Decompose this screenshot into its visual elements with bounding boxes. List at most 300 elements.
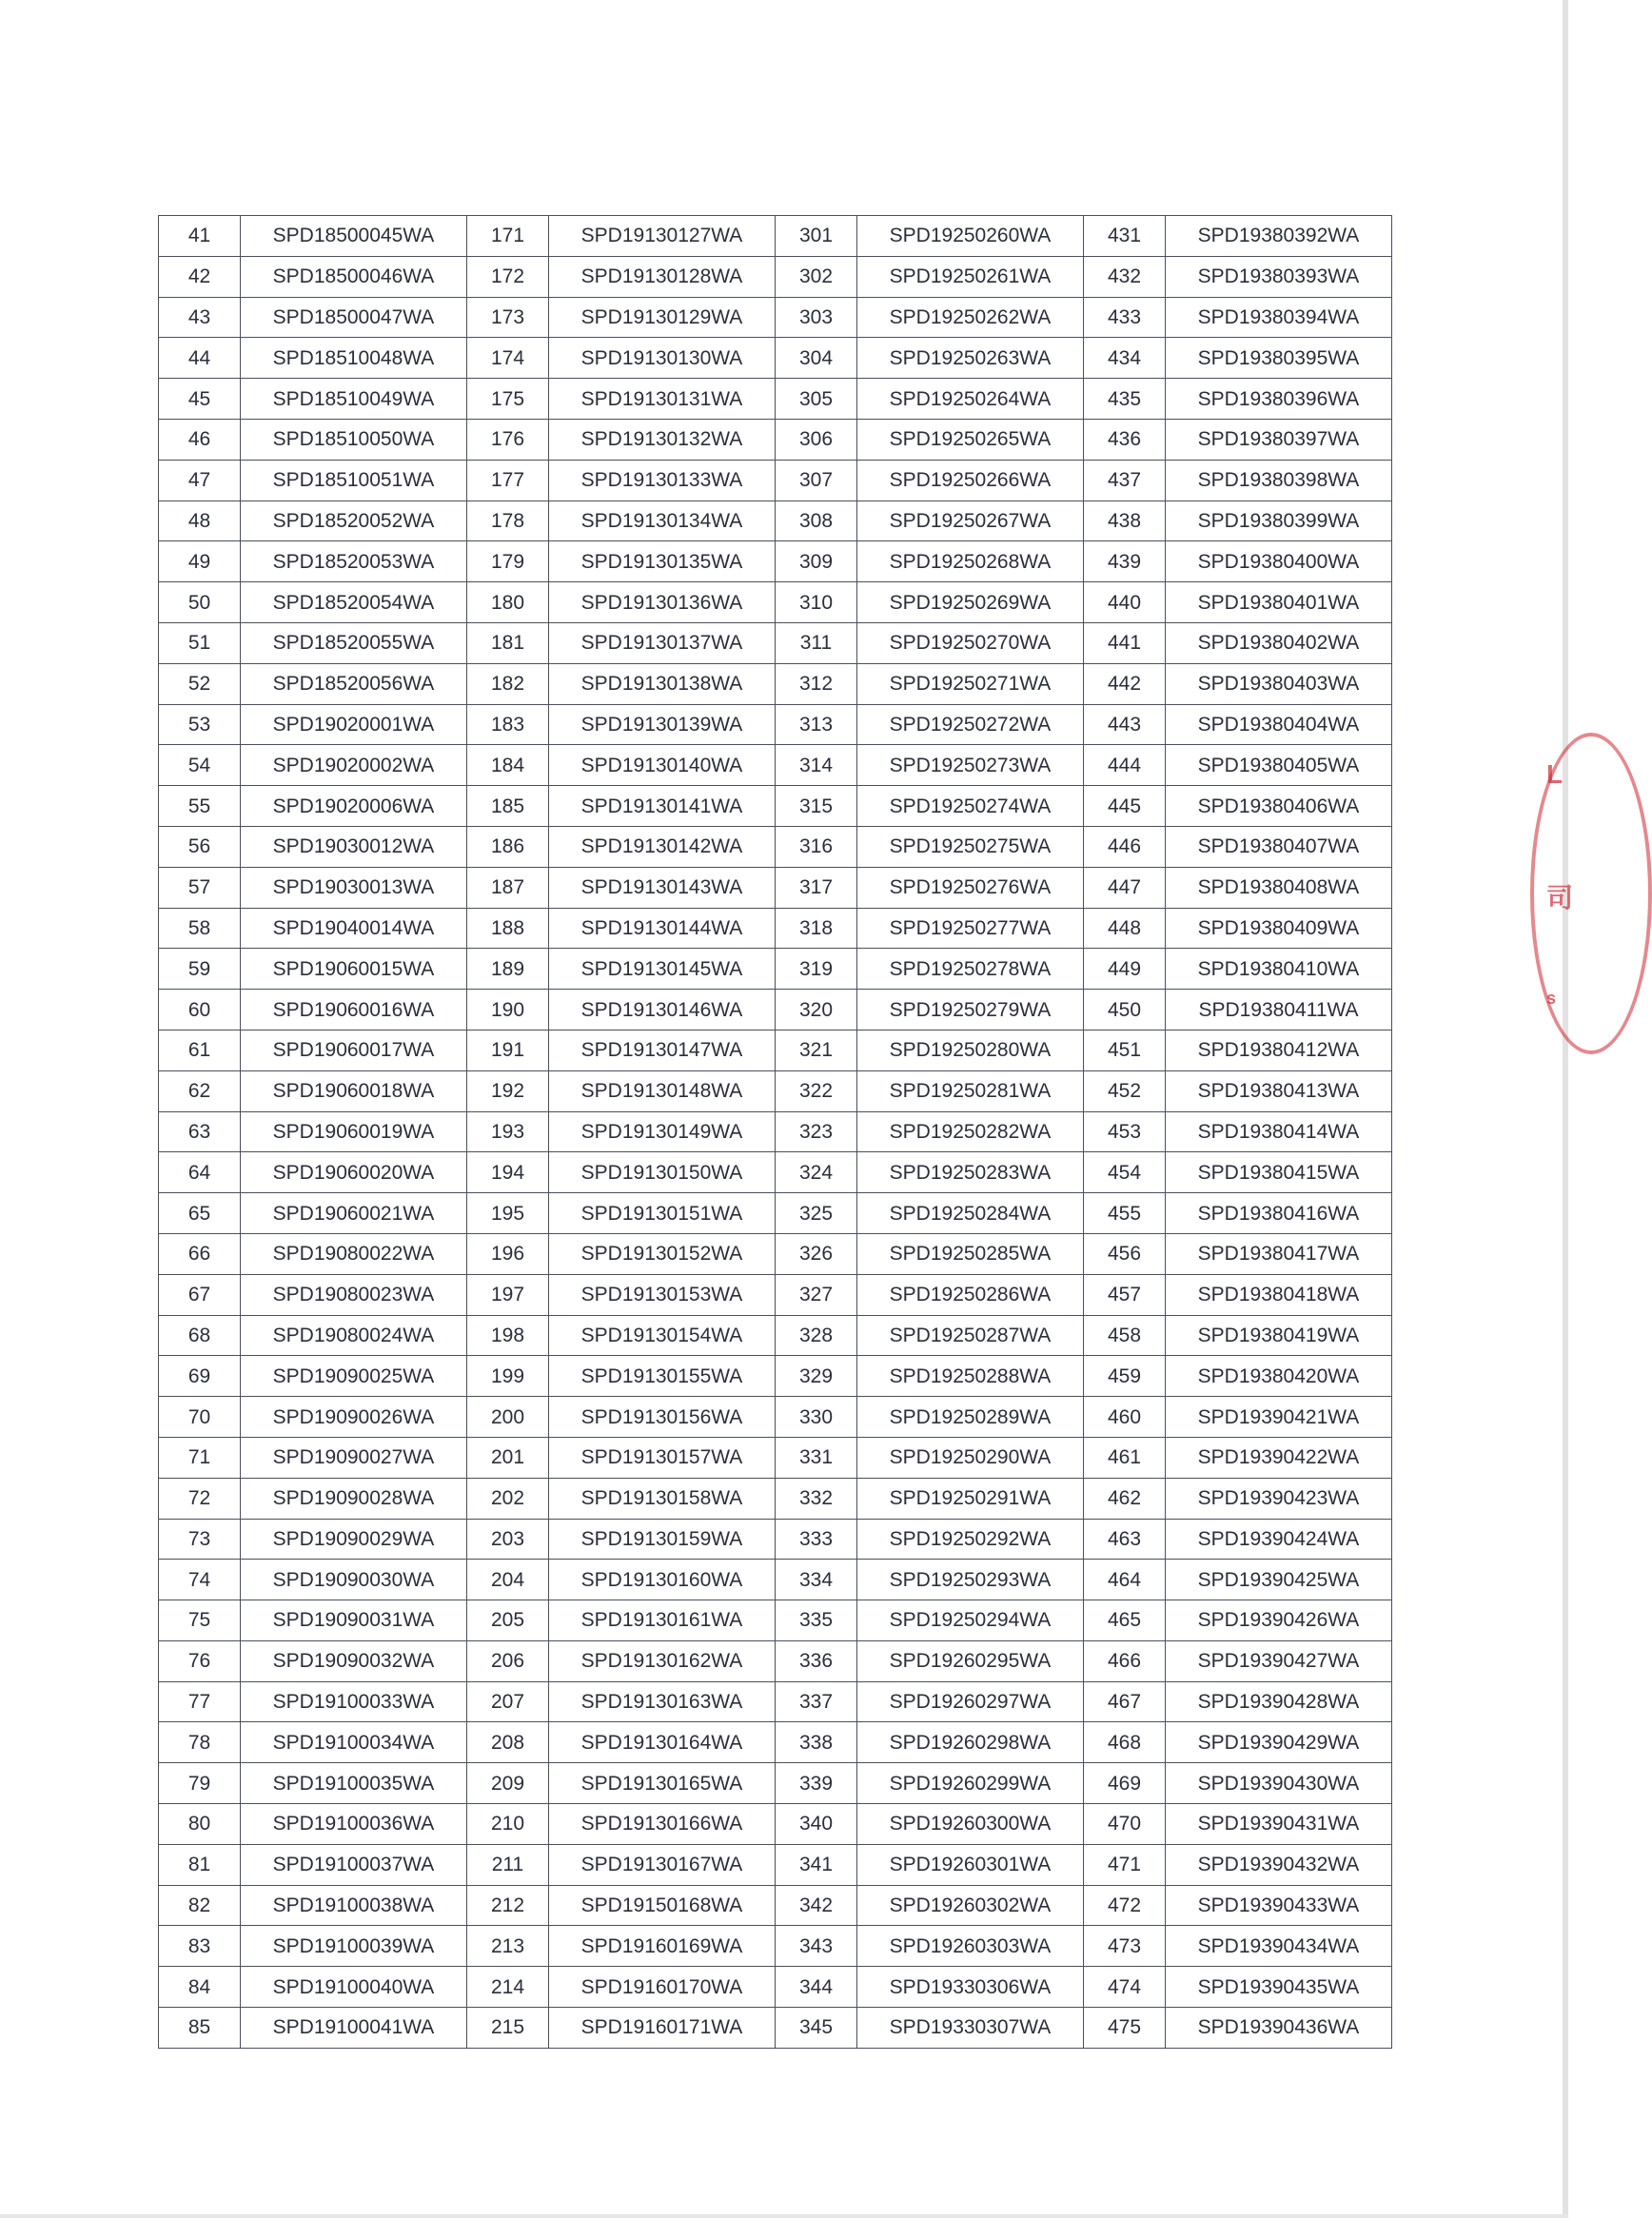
- row-number-cell: 449: [1084, 949, 1166, 990]
- serial-code-cell: SPD19130160WA: [549, 1560, 776, 1600]
- serial-code-cell: SPD19130142WA: [549, 826, 776, 867]
- row-number-cell: 68: [159, 1315, 241, 1356]
- row-number-cell: 308: [776, 501, 857, 541]
- serial-code-cell: SPD19380395WA: [1166, 338, 1392, 379]
- row-number-cell: 73: [159, 1519, 241, 1560]
- serial-code-cell: SPD19100039WA: [241, 1926, 467, 1967]
- serial-code-cell: SPD19390421WA: [1166, 1397, 1392, 1438]
- row-number-cell: 48: [159, 501, 241, 541]
- row-number-cell: 466: [1084, 1640, 1166, 1681]
- row-number-cell: 344: [776, 1967, 857, 2008]
- serial-code-cell: SPD19090028WA: [241, 1478, 467, 1519]
- row-number-cell: 462: [1084, 1478, 1166, 1519]
- row-number-cell: 207: [467, 1681, 549, 1722]
- row-number-cell: 436: [1084, 419, 1166, 460]
- serial-code-cell: SPD19250286WA: [857, 1274, 1084, 1315]
- serial-code-cell: SPD19380406WA: [1166, 786, 1392, 827]
- row-number-cell: 172: [467, 256, 549, 297]
- serial-code-cell: SPD19250285WA: [857, 1233, 1084, 1274]
- row-number-cell: 438: [1084, 501, 1166, 541]
- serial-code-cell: SPD19390427WA: [1166, 1640, 1392, 1681]
- table-row: [159, 1600, 1392, 1641]
- row-number-cell: 83: [159, 1926, 241, 1967]
- serial-code-cell: SPD19130137WA: [549, 622, 776, 663]
- serial-code-cell: SPD19130163WA: [549, 1681, 776, 1722]
- serial-code-cell: SPD19250264WA: [857, 379, 1084, 420]
- row-number-cell: 63: [159, 1111, 241, 1152]
- row-number-cell: 41: [159, 216, 241, 257]
- row-number-cell: 319: [776, 949, 857, 990]
- row-number-cell: 210: [467, 1804, 549, 1845]
- serial-code-cell: SPD19160169WA: [549, 1926, 776, 1967]
- table-row: [159, 256, 1392, 297]
- row-number-cell: 204: [467, 1560, 549, 1600]
- row-number-cell: 85: [159, 2008, 241, 2049]
- serial-code-cell: SPD19250278WA: [857, 949, 1084, 990]
- serial-code-cell: SPD19380418WA: [1166, 1274, 1392, 1315]
- serial-code-cell: SPD19380396WA: [1166, 379, 1392, 420]
- serial-code-cell: SPD18520053WA: [241, 541, 467, 582]
- row-number-cell: 69: [159, 1356, 241, 1397]
- serial-code-cell: SPD18520056WA: [241, 663, 467, 704]
- serial-code-cell: SPD19250262WA: [857, 297, 1084, 338]
- serial-code-cell: SPD19390425WA: [1166, 1560, 1392, 1600]
- serial-code-cell: SPD19380402WA: [1166, 622, 1392, 663]
- row-number-cell: 82: [159, 1885, 241, 1926]
- serial-code-cell: SPD19390426WA: [1166, 1600, 1392, 1641]
- row-number-cell: 199: [467, 1356, 549, 1397]
- row-number-cell: 443: [1084, 704, 1166, 745]
- serial-code-cell: SPD19130165WA: [549, 1763, 776, 1804]
- serial-code-cell: SPD19250292WA: [857, 1519, 1084, 1560]
- serial-code-cell: SPD19130161WA: [549, 1600, 776, 1641]
- serial-code-cell: SPD19380400WA: [1166, 541, 1392, 582]
- serial-code-cell: SPD19060020WA: [241, 1152, 467, 1193]
- serial-code-cell: SPD19380404WA: [1166, 704, 1392, 745]
- table-row: [159, 1926, 1392, 1967]
- row-number-cell: 57: [159, 867, 241, 908]
- row-number-cell: 80: [159, 1804, 241, 1845]
- row-number-cell: 171: [467, 216, 549, 257]
- serial-code-cell: SPD19160170WA: [549, 1967, 776, 2008]
- row-number-cell: 44: [159, 338, 241, 379]
- row-number-cell: 321: [776, 1030, 857, 1070]
- table-row: [159, 1111, 1392, 1152]
- serial-code-cell: SPD19130131WA: [549, 379, 776, 420]
- serial-code-cell: SPD19090030WA: [241, 1560, 467, 1600]
- row-number-cell: 64: [159, 1152, 241, 1193]
- serial-code-cell: SPD19130144WA: [549, 908, 776, 949]
- row-number-cell: 467: [1084, 1681, 1166, 1722]
- serial-code-cell: SPD19060015WA: [241, 949, 467, 990]
- row-number-cell: 45: [159, 379, 241, 420]
- serial-code-cell: SPD19380401WA: [1166, 582, 1392, 623]
- serial-code-cell: SPD19130128WA: [549, 256, 776, 297]
- row-number-cell: 56: [159, 826, 241, 867]
- row-number-cell: 194: [467, 1152, 549, 1193]
- serial-code-cell: SPD19130148WA: [549, 1070, 776, 1111]
- serial-code-cell: SPD19260299WA: [857, 1763, 1084, 1804]
- serial-code-cell: SPD19380411WA: [1166, 990, 1392, 1030]
- row-number-cell: 47: [159, 460, 241, 501]
- serial-code-cell: SPD19250261WA: [857, 256, 1084, 297]
- serial-code-cell: SPD19250263WA: [857, 338, 1084, 379]
- serial-code-cell: SPD19380416WA: [1166, 1193, 1392, 1234]
- serial-code-cell: SPD19090027WA: [241, 1437, 467, 1478]
- table-row: [159, 826, 1392, 867]
- serial-code-cell: SPD19250266WA: [857, 460, 1084, 501]
- serial-code-cell: SPD19060016WA: [241, 990, 467, 1030]
- serial-code-cell: SPD19390435WA: [1166, 1967, 1392, 2008]
- row-number-cell: 50: [159, 582, 241, 623]
- row-number-cell: 316: [776, 826, 857, 867]
- row-number-cell: 471: [1084, 1844, 1166, 1885]
- row-number-cell: 184: [467, 745, 549, 786]
- serial-code-cell: SPD19130155WA: [549, 1356, 776, 1397]
- table-row: [159, 582, 1392, 623]
- serial-code-cell: SPD19390423WA: [1166, 1478, 1392, 1519]
- row-number-cell: 326: [776, 1233, 857, 1274]
- serial-code-cell: SPD19130152WA: [549, 1233, 776, 1274]
- row-number-cell: 468: [1084, 1722, 1166, 1763]
- serial-code-cell: SPD19130147WA: [549, 1030, 776, 1070]
- row-number-cell: 200: [467, 1397, 549, 1438]
- row-number-cell: 215: [467, 2008, 549, 2049]
- row-number-cell: 323: [776, 1111, 857, 1152]
- row-number-cell: 455: [1084, 1193, 1166, 1234]
- table-row: [159, 541, 1392, 582]
- row-number-cell: 324: [776, 1152, 857, 1193]
- row-number-cell: 336: [776, 1640, 857, 1681]
- row-number-cell: 445: [1084, 786, 1166, 827]
- serial-code-cell: SPD19250284WA: [857, 1193, 1084, 1234]
- serial-code-cell: SPD18520052WA: [241, 501, 467, 541]
- serial-code-cell: SPD19390422WA: [1166, 1437, 1392, 1478]
- row-number-cell: 182: [467, 663, 549, 704]
- serial-code-cell: SPD19250265WA: [857, 419, 1084, 460]
- row-number-cell: 72: [159, 1478, 241, 1519]
- row-number-cell: 331: [776, 1437, 857, 1478]
- serial-code-cell: SPD19100035WA: [241, 1763, 467, 1804]
- serial-code-cell: SPD19380415WA: [1166, 1152, 1392, 1193]
- row-number-cell: 332: [776, 1478, 857, 1519]
- row-number-cell: 461: [1084, 1437, 1166, 1478]
- row-number-cell: 456: [1084, 1233, 1166, 1274]
- serial-code-cell: SPD19090026WA: [241, 1397, 467, 1438]
- row-number-cell: 66: [159, 1233, 241, 1274]
- serial-code-cell: SPD18500047WA: [241, 297, 467, 338]
- serial-code-cell: SPD19130156WA: [549, 1397, 776, 1438]
- serial-code-cell: SPD19250280WA: [857, 1030, 1084, 1070]
- row-number-cell: 58: [159, 908, 241, 949]
- row-number-cell: 214: [467, 1967, 549, 2008]
- row-number-cell: 191: [467, 1030, 549, 1070]
- serial-code-cell: SPD19380399WA: [1166, 501, 1392, 541]
- serial-code-cell: SPD19380412WA: [1166, 1030, 1392, 1070]
- row-number-cell: 81: [159, 1844, 241, 1885]
- row-number-cell: 187: [467, 867, 549, 908]
- serial-code-cell: SPD18510050WA: [241, 419, 467, 460]
- serial-code-cell: SPD19130132WA: [549, 419, 776, 460]
- serial-code-cell: SPD19380408WA: [1166, 867, 1392, 908]
- row-number-cell: 328: [776, 1315, 857, 1356]
- serial-code-cell: SPD19130149WA: [549, 1111, 776, 1152]
- row-number-cell: 333: [776, 1519, 857, 1560]
- row-number-cell: 431: [1084, 216, 1166, 257]
- serial-code-cell: SPD19260302WA: [857, 1885, 1084, 1926]
- serial-code-cell: SPD19040014WA: [241, 908, 467, 949]
- serial-code-cell: SPD19380417WA: [1166, 1233, 1392, 1274]
- row-number-cell: 465: [1084, 1600, 1166, 1641]
- serial-code-cell: SPD19380409WA: [1166, 908, 1392, 949]
- table-row: [159, 216, 1392, 257]
- row-number-cell: 309: [776, 541, 857, 582]
- serial-code-cell: SPD19130151WA: [549, 1193, 776, 1234]
- row-number-cell: 330: [776, 1397, 857, 1438]
- row-number-cell: 198: [467, 1315, 549, 1356]
- serial-code-cell: SPD19250268WA: [857, 541, 1084, 582]
- row-number-cell: 54: [159, 745, 241, 786]
- row-number-cell: 55: [159, 786, 241, 827]
- serial-code-cell: SPD19060021WA: [241, 1193, 467, 1234]
- row-number-cell: 442: [1084, 663, 1166, 704]
- serial-code-cell: SPD19100033WA: [241, 1681, 467, 1722]
- row-number-cell: 203: [467, 1519, 549, 1560]
- row-number-cell: 77: [159, 1681, 241, 1722]
- row-number-cell: 304: [776, 338, 857, 379]
- serial-code-cell: SPD19260295WA: [857, 1640, 1084, 1681]
- serial-code-cell: SPD19130157WA: [549, 1437, 776, 1478]
- row-number-cell: 205: [467, 1600, 549, 1641]
- serial-code-cell: SPD19130139WA: [549, 704, 776, 745]
- row-number-cell: 457: [1084, 1274, 1166, 1315]
- serial-code-cell: SPD19030012WA: [241, 826, 467, 867]
- row-number-cell: 470: [1084, 1804, 1166, 1845]
- row-number-cell: 463: [1084, 1519, 1166, 1560]
- row-number-cell: 202: [467, 1478, 549, 1519]
- table-row: [159, 1763, 1392, 1804]
- row-number-cell: 201: [467, 1437, 549, 1478]
- row-number-cell: 183: [467, 704, 549, 745]
- serial-code-cell: SPD18520054WA: [241, 582, 467, 623]
- serial-code-cell: SPD19130134WA: [549, 501, 776, 541]
- serial-code-cell: SPD19380410WA: [1166, 949, 1392, 990]
- table-row: [159, 1437, 1392, 1478]
- serial-code-cell: SPD19250260WA: [857, 216, 1084, 257]
- table-row: [159, 1640, 1392, 1681]
- table-row: [159, 1681, 1392, 1722]
- serial-code-cell: SPD19130154WA: [549, 1315, 776, 1356]
- serial-code-cell: SPD19020006WA: [241, 786, 467, 827]
- row-number-cell: 84: [159, 1967, 241, 2008]
- serial-code-cell: SPD18500045WA: [241, 216, 467, 257]
- serial-code-cell: SPD19380414WA: [1166, 1111, 1392, 1152]
- serial-code-cell: SPD19250293WA: [857, 1560, 1084, 1600]
- row-number-cell: 339: [776, 1763, 857, 1804]
- serial-code-cell: SPD19130166WA: [549, 1804, 776, 1845]
- row-number-cell: 452: [1084, 1070, 1166, 1111]
- serial-code-cell: SPD19130138WA: [549, 663, 776, 704]
- table-row: [159, 1560, 1392, 1600]
- row-number-cell: 188: [467, 908, 549, 949]
- row-number-cell: 74: [159, 1560, 241, 1600]
- serial-code-cell: SPD18510051WA: [241, 460, 467, 501]
- serial-code-cell: SPD19100038WA: [241, 1885, 467, 1926]
- serial-code-cell: SPD19130133WA: [549, 460, 776, 501]
- row-number-cell: 475: [1084, 2008, 1166, 2049]
- serial-code-cell: SPD19380392WA: [1166, 216, 1392, 257]
- serial-code-cell: SPD19130159WA: [549, 1519, 776, 1560]
- row-number-cell: 177: [467, 460, 549, 501]
- row-number-cell: 180: [467, 582, 549, 623]
- row-number-cell: 472: [1084, 1885, 1166, 1926]
- serial-code-cell: SPD19380413WA: [1166, 1070, 1392, 1111]
- serial-code-cell: SPD19250279WA: [857, 990, 1084, 1030]
- row-number-cell: 75: [159, 1600, 241, 1641]
- row-number-cell: 317: [776, 867, 857, 908]
- serial-code-cell: SPD19250281WA: [857, 1070, 1084, 1111]
- row-number-cell: 320: [776, 990, 857, 1030]
- row-number-cell: 342: [776, 1885, 857, 1926]
- row-number-cell: 76: [159, 1640, 241, 1681]
- row-number-cell: 464: [1084, 1560, 1166, 1600]
- table-row: [159, 1193, 1392, 1234]
- table-row: [159, 663, 1392, 704]
- serial-code-cell: SPD19250269WA: [857, 582, 1084, 623]
- serial-code-cell: SPD19060019WA: [241, 1111, 467, 1152]
- row-number-cell: 79: [159, 1763, 241, 1804]
- serial-code-cell: SPD19130140WA: [549, 745, 776, 786]
- row-number-cell: 303: [776, 297, 857, 338]
- row-number-cell: 458: [1084, 1315, 1166, 1356]
- row-number-cell: 213: [467, 1926, 549, 1967]
- serial-code-cell: SPD19130143WA: [549, 867, 776, 908]
- serial-code-cell: SPD19080024WA: [241, 1315, 467, 1356]
- row-number-cell: 42: [159, 256, 241, 297]
- serial-code-cell: SPD19100037WA: [241, 1844, 467, 1885]
- serial-code-cell: SPD19390424WA: [1166, 1519, 1392, 1560]
- serial-code-cell: SPD19090029WA: [241, 1519, 467, 1560]
- serial-code-cell: SPD19250271WA: [857, 663, 1084, 704]
- serial-code-cell: SPD19330306WA: [857, 1967, 1084, 2008]
- serial-code-cell: SPD19250267WA: [857, 501, 1084, 541]
- row-number-cell: 310: [776, 582, 857, 623]
- serial-code-cell: SPD18510048WA: [241, 338, 467, 379]
- row-number-cell: 318: [776, 908, 857, 949]
- table-row: [159, 867, 1392, 908]
- row-number-cell: 176: [467, 419, 549, 460]
- table-row: [159, 704, 1392, 745]
- serial-code-cell: SPD19090031WA: [241, 1600, 467, 1641]
- serial-code-cell: SPD19100041WA: [241, 2008, 467, 2049]
- seal-fragment: L: [1546, 759, 1564, 789]
- row-number-cell: 179: [467, 541, 549, 582]
- table-row: [159, 1885, 1392, 1926]
- row-number-cell: 314: [776, 745, 857, 786]
- serial-code-cell: SPD19380403WA: [1166, 663, 1392, 704]
- row-number-cell: 441: [1084, 622, 1166, 663]
- serial-code-cell: SPD18500046WA: [241, 256, 467, 297]
- serial-code-cell: SPD19130164WA: [549, 1722, 776, 1763]
- serial-code-cell: SPD19380405WA: [1166, 745, 1392, 786]
- row-number-cell: 306: [776, 419, 857, 460]
- serial-code-cell: SPD19100040WA: [241, 1967, 467, 2008]
- row-number-cell: 186: [467, 826, 549, 867]
- serial-code-cell: SPD19260303WA: [857, 1926, 1084, 1967]
- row-number-cell: 209: [467, 1763, 549, 1804]
- serial-code-cell: SPD19390430WA: [1166, 1763, 1392, 1804]
- scan-edge-right: [1563, 0, 1568, 2218]
- serial-code-cell: SPD19250287WA: [857, 1315, 1084, 1356]
- table-row: [159, 908, 1392, 949]
- row-number-cell: 313: [776, 704, 857, 745]
- row-number-cell: 341: [776, 1844, 857, 1885]
- serial-code-cell: SPD19020001WA: [241, 704, 467, 745]
- row-number-cell: 302: [776, 256, 857, 297]
- table-row: [159, 460, 1392, 501]
- row-number-cell: 197: [467, 1274, 549, 1315]
- serial-code-cell: SPD19250272WA: [857, 704, 1084, 745]
- table-row: [159, 1233, 1392, 1274]
- serial-code-cell: SPD19130153WA: [549, 1274, 776, 1315]
- row-number-cell: 59: [159, 949, 241, 990]
- serial-code-cell: SPD19250276WA: [857, 867, 1084, 908]
- serial-code-cell: SPD19060018WA: [241, 1070, 467, 1111]
- row-number-cell: 181: [467, 622, 549, 663]
- row-number-cell: 434: [1084, 338, 1166, 379]
- row-number-cell: 212: [467, 1885, 549, 1926]
- table-row: [159, 338, 1392, 379]
- row-number-cell: 447: [1084, 867, 1166, 908]
- row-number-cell: 311: [776, 622, 857, 663]
- serial-code-cell: SPD19030013WA: [241, 867, 467, 908]
- serial-code-cell: SPD19130150WA: [549, 1152, 776, 1193]
- row-number-cell: 208: [467, 1722, 549, 1763]
- serial-code-cell: SPD19160171WA: [549, 2008, 776, 2049]
- serial-code-cell: SPD19130162WA: [549, 1640, 776, 1681]
- serial-code-cell: SPD19130136WA: [549, 582, 776, 623]
- serial-code-cell: SPD19260300WA: [857, 1804, 1084, 1845]
- table-row: [159, 1274, 1392, 1315]
- serial-code-cell: SPD18510049WA: [241, 379, 467, 420]
- serial-code-cell: SPD19130141WA: [549, 786, 776, 827]
- row-number-cell: 335: [776, 1600, 857, 1641]
- row-number-cell: 450: [1084, 990, 1166, 1030]
- serial-code-cell: SPD19090032WA: [241, 1640, 467, 1681]
- table-row: [159, 949, 1392, 990]
- row-number-cell: 446: [1084, 826, 1166, 867]
- row-number-cell: 193: [467, 1111, 549, 1152]
- row-number-cell: 70: [159, 1397, 241, 1438]
- row-number-cell: 192: [467, 1070, 549, 1111]
- table-row: [159, 1070, 1392, 1111]
- row-number-cell: 460: [1084, 1397, 1166, 1438]
- table-row: [159, 1356, 1392, 1397]
- serial-code-cell: SPD19380420WA: [1166, 1356, 1392, 1397]
- row-number-cell: 305: [776, 379, 857, 420]
- row-number-cell: 301: [776, 216, 857, 257]
- row-number-cell: 62: [159, 1070, 241, 1111]
- serial-code-cell: SPD19380397WA: [1166, 419, 1392, 460]
- table-row: [159, 1722, 1392, 1763]
- row-number-cell: 71: [159, 1437, 241, 1478]
- serial-code-cell: SPD19390433WA: [1166, 1885, 1392, 1926]
- row-number-cell: 444: [1084, 745, 1166, 786]
- row-number-cell: 78: [159, 1722, 241, 1763]
- table-row: [159, 1315, 1392, 1356]
- serial-code-cell: SPD19250294WA: [857, 1600, 1084, 1641]
- serial-code-cell: SPD19130130WA: [549, 338, 776, 379]
